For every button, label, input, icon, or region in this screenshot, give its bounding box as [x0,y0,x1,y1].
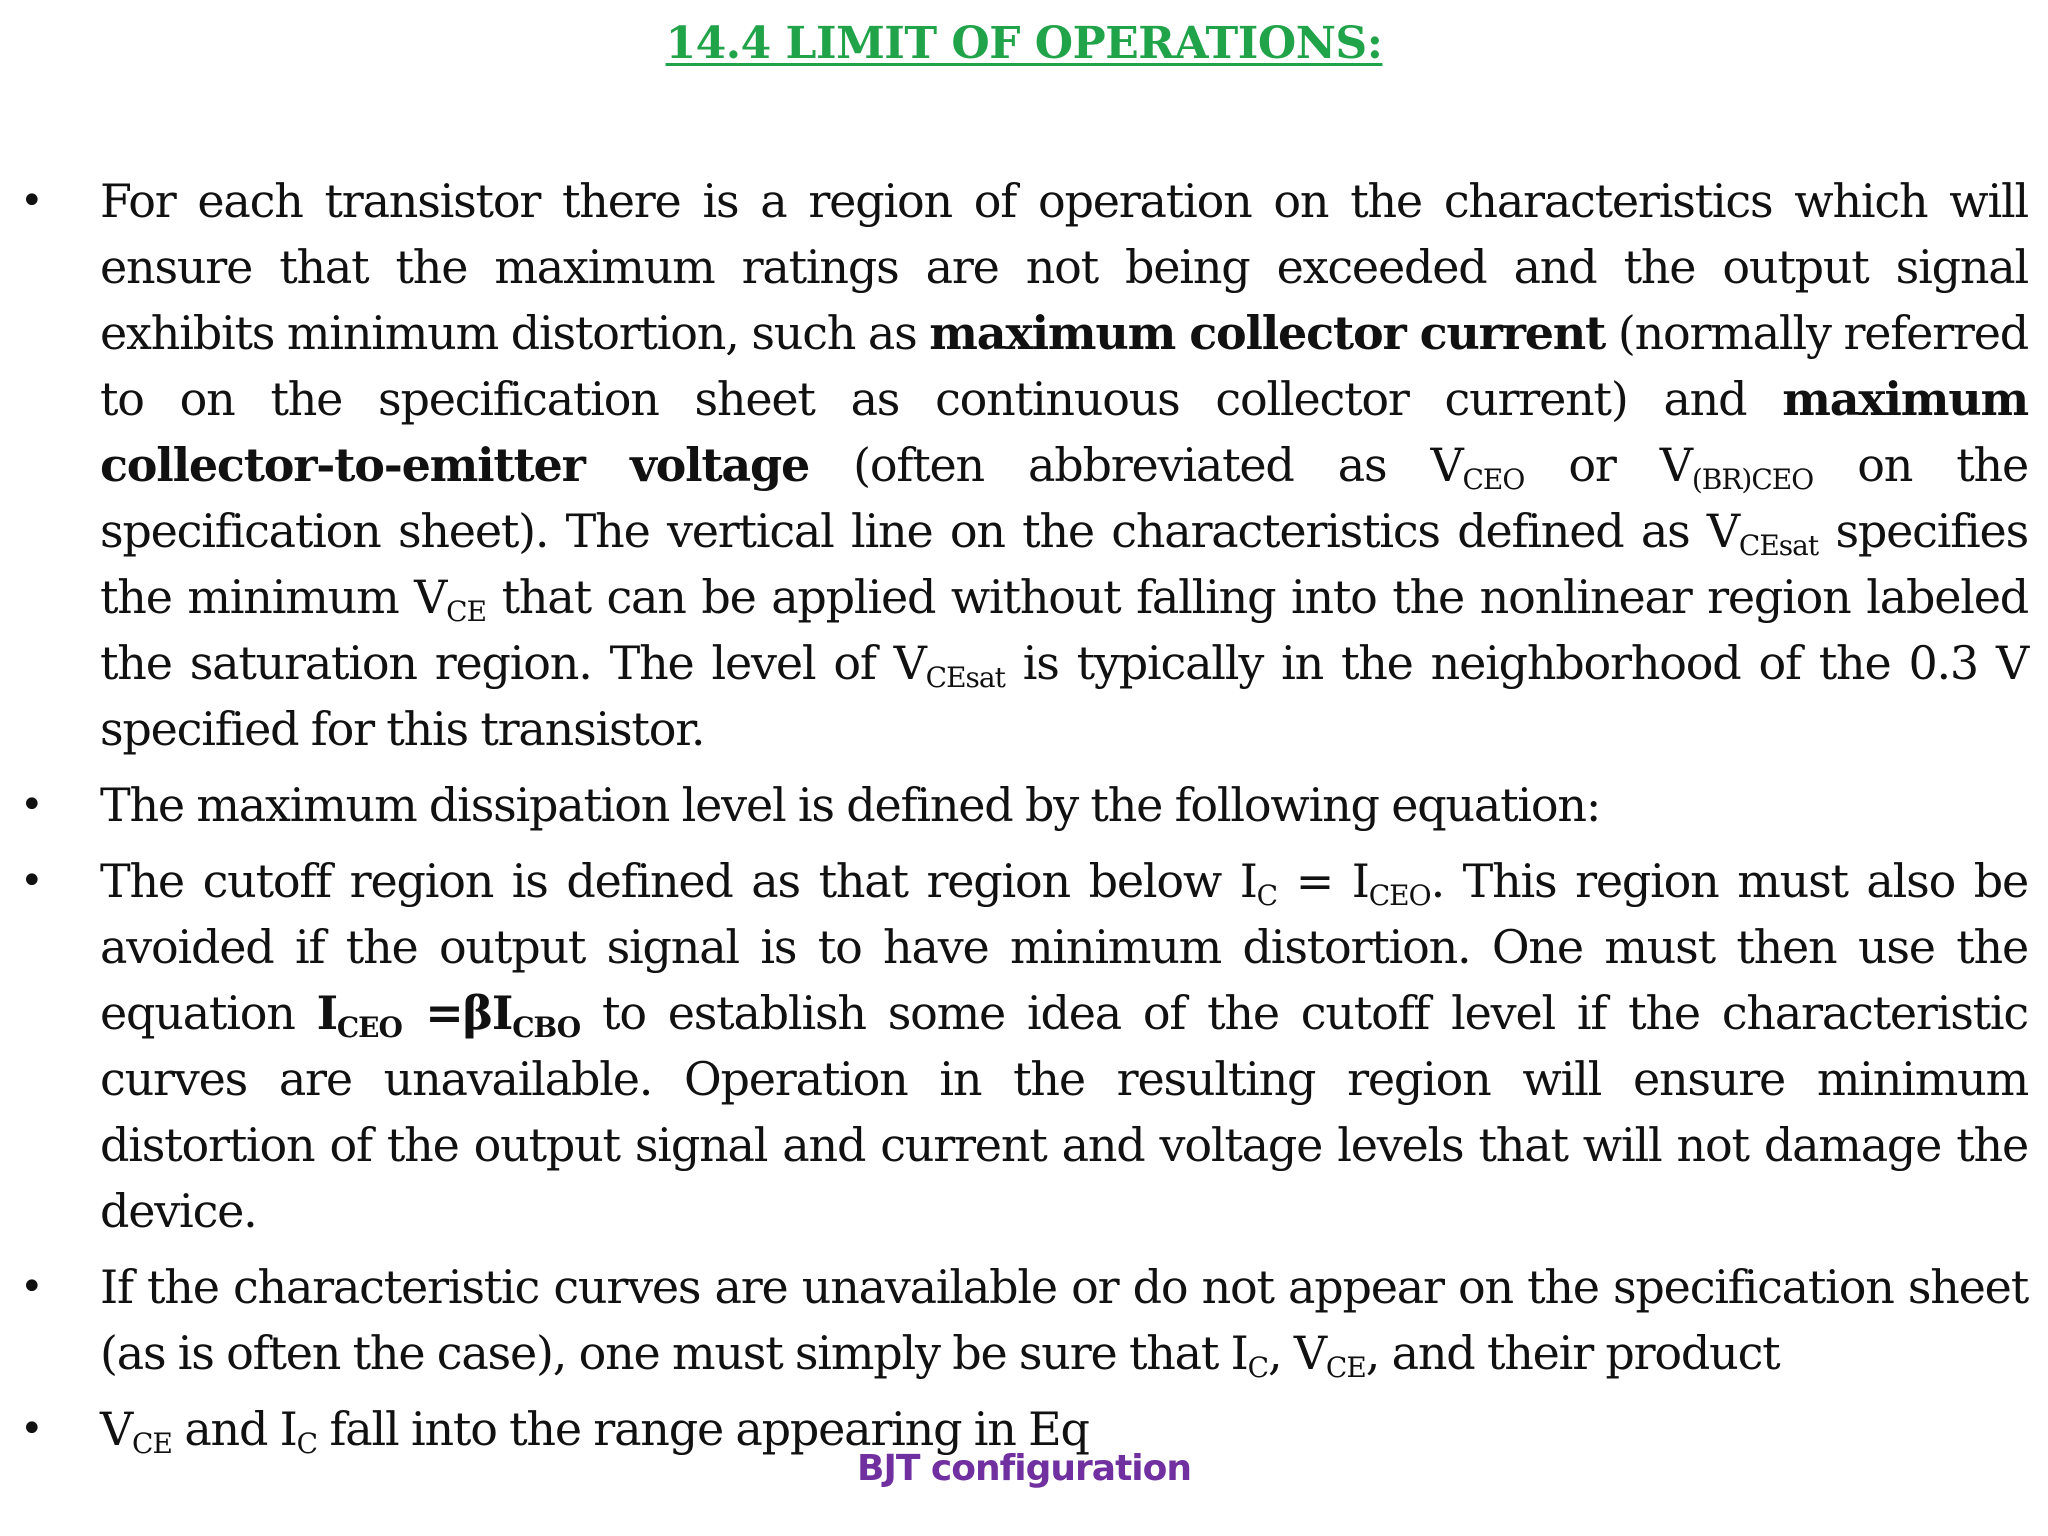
subscript-text: CE [132,1427,172,1460]
slide-title: 14.4 LIMIT OF OPERATIONS: [665,18,1383,69]
subscript-text: CEsat [925,661,1005,694]
bullet-list [20,168,2028,1472]
subscript-text: CBO [512,1011,581,1044]
subscript-text: CEO [1462,463,1525,496]
bullet-item [20,1254,2028,1386]
bullet-text: The maximum dissipation level is defined by the following equation: [100,778,1601,832]
bullet-item [20,168,2028,762]
bold-text: I [316,986,337,1040]
subscript-text: CEO [1368,879,1431,912]
bold-text [336,986,402,1044]
subscript-text: CEO [336,1011,402,1044]
bold-text: maximum collector-to-emitter voltage [100,372,2028,492]
bullet-dot-icon: • [20,858,43,904]
bullet-dot-icon: • [20,178,43,224]
bullet-item [20,772,2028,838]
subscript-text: CE [446,595,487,628]
bullet-dot-icon: • [20,1264,43,1310]
bullet-dot-icon: • [20,1406,43,1452]
bullet-text: If the characteristic curves are unavailable or do not appear on the specification sheet (as is often the case), one must simply be sure that $I_C$, $V_{CE}$, and their product [100,1260,2028,1384]
subscript-text: C [296,1427,318,1460]
bullet-text: The cutoff region is defined as that region below $I_C = I_{CEO}$. This region must also be avoided if the output signal is to have minimum distortion. One must then use the equation $I_{CEO} =\beta I_{CBO}$ to establish some idea of the cutoff level if the characteristic curves are unavailable. Operation in the resulting region will ensure minimum distortion of the output signal and current and voltage levels that will not damage the device. [100,854,2028,1238]
bold-text [512,986,581,1044]
subscript-text: CE [1325,1351,1366,1384]
bold-text: maximum collector current [929,306,1606,360]
subscript-text: C [1247,1351,1269,1384]
bold-text: =βI [401,986,513,1040]
bullet-text: $V_{CE}$ and $I_C$ fall into the range appearing in Eq [100,1402,1089,1460]
subscript-text: (BR)CEO [1691,463,1814,496]
subscript-text: CEsat [1738,529,1819,562]
subscript-text: C [1256,879,1278,912]
bullet-text: For each transistor there is a region of operation on the characteristics which will ensure that the maximum ratings are not being exceeded and the output signal exhibits minimum distortion, such as maximum collector current (normally referred to on the specification sheet as continuous collector current) and maximum collector-to-emitter voltage (often abbreviated as $V_{CEO}$ or $V_{(BR)CEO}$ on the specification sheet). The vertical line on the characteristics defined as $V_{CEsat}$ specifies the minimum $V_{CE}$ that can be applied without falling into the nonlinear region labeled the saturation region. The level of $V_{CEsat}$ is typically in the neighborhood of the 0.3 V specified for this transistor. [100,174,2029,756]
bullet-dot-icon: • [20,782,43,828]
footer-text: BJT configuration [857,1448,1191,1489]
bullet-item [20,848,2028,1244]
